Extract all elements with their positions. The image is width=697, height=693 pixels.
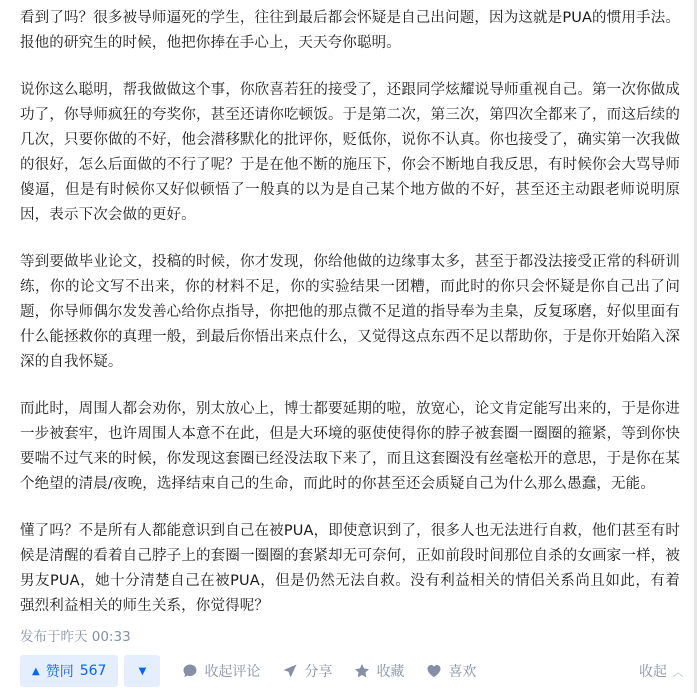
upvote-triangle-icon: ▲	[32, 665, 40, 677]
collapse-answer-button[interactable]	[639, 661, 683, 681]
answer-content	[20, 6, 680, 645]
answer-paragraph: 懂了吗？不是所有人都能意识到自己在被PUA，即使意识到了，很多人也无法进行自救，他们甚至有时候是清醒的看着自己脖子上的套圈一圈圈的套紧却无可奈何，正如前段时间那位自杀的女画家一样，被男友PUA，她十分清楚自己在被PUA，但是仍然无法自救。没有利益相关的情侣关系尚且如此，有着强烈利益相关的师生关系，你觉得呢？	[20, 523, 680, 614]
comment-icon	[182, 663, 198, 679]
share-label: 分享	[304, 664, 333, 680]
share-icon	[282, 663, 298, 679]
star-icon	[354, 663, 370, 679]
answer-paragraph: 说你这么聪明，帮我做做这个事，你欣喜若狂的接受了，还跟同学炫耀说导师重视自己。第一次你做成功了，你导师疯狂的夸奖你，甚至还请你吃顿饭。于是第二次，第三次，第四次全都来了，而这后续的几次，只要你做的不好，他会潜移默化的批评你，贬低你，说你不认真。你也接受了，确实第一次我做的很好，怎么后面做的不行了呢？于是在他不断的施压下，你会不断地自我反思，有时候你会大骂导师傻逼，但是有时候你又好似顿悟了一般真的以为是自己某个地方做的不好，甚至还主动跟老师说明原因，表示下次会做的更好。	[20, 82, 680, 223]
downvote-triangle-icon: ▼	[138, 665, 147, 677]
collapse-comments-label: 收起评论	[204, 664, 261, 680]
publish-time[interactable]: 发布于昨天 00:33	[20, 629, 131, 645]
favorite-label: 收藏	[376, 664, 405, 680]
answer-paragraph: 看到了吗？很多被导师逼死的学生，往往到最后都会怀疑是自己出问题，因为这就是PUA的惯用手法。报他的研究生的时候，他把你捧在手心上，天天夸你聪明。	[20, 10, 681, 51]
answer-paragraph: 等到要做毕业论文，投稿的时候，你才发现，你给他做的边缘事太多，甚至于都没法接受正常的科研训练，你的论文写不出来，你的材料不足，你的实验结果一团糟，而此时的你只会怀疑是你自己出了问题，你导师偶尔发发善心给你点指导，你把他的那点微不足道的指导奉为圭臬，反复琢磨，好似里面有什么能拯救你的真理一般，到最后你悟出来点什么，又觉得这点东西不足以帮助你，于是你开始陷入深深的自我怀疑。	[20, 254, 680, 370]
upvote-button[interactable]	[20, 655, 118, 687]
like-label: 喜欢	[448, 664, 477, 680]
chevron-up-icon: ︿	[673, 667, 683, 679]
answer-paragraph: 而此时，周围人都会劝你，别太放心上，博士都要延期的啦，放宽心，论文肯定能写出来的，于是你进一步被套牢，也许周围人本意不在此，但是大环境的驱使使得你的脖子被套圈一圈圈的箍紧，等到你快要喘不过气来的时候，你发现这套圈已经没法取下来了，而且这套圈没有丝毫松开的意思，于是你在某个绝望的清晨/夜晚，选择结束自己的生命，而此时的你甚至还会质疑自己为什么那么愚蠢，无能。	[20, 401, 680, 492]
collapse-comments-button[interactable]	[182, 661, 260, 681]
share-button[interactable]	[282, 661, 332, 681]
upvote-count: 567	[79, 663, 107, 679]
downvote-button[interactable]	[124, 655, 160, 687]
like-button[interactable]	[426, 661, 476, 681]
answer-action-bar	[20, 655, 683, 687]
upvote-label: 赞同	[45, 664, 74, 680]
heart-icon	[426, 663, 442, 679]
collapse-label: 收起	[639, 664, 667, 680]
favorite-button[interactable]	[354, 661, 404, 681]
